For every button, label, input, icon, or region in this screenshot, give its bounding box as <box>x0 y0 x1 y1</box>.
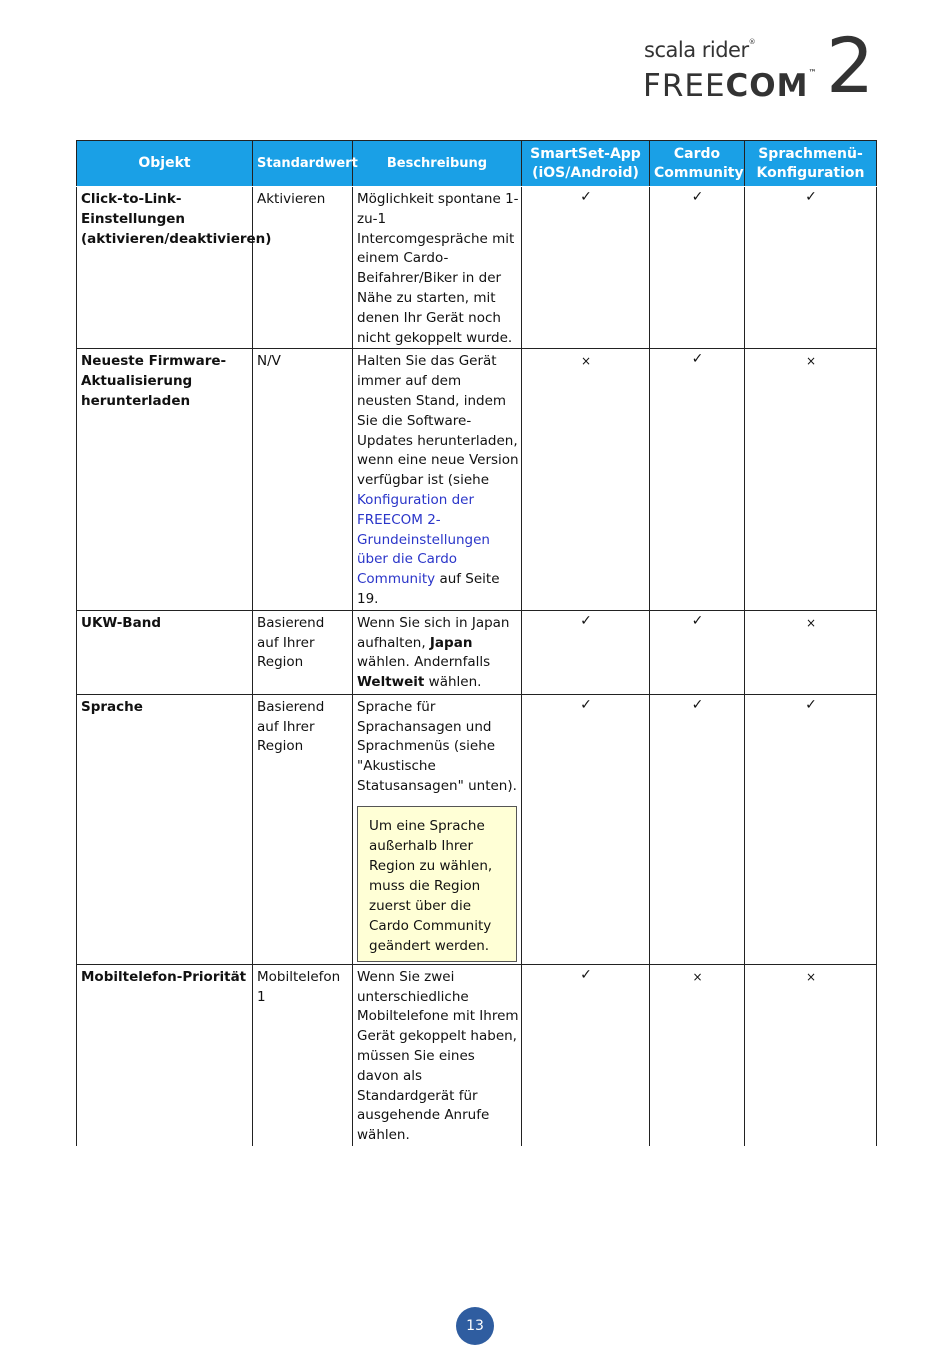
cell-voice-menu: ✓ <box>745 187 877 349</box>
cell-community: ✓ <box>650 349 745 610</box>
logo-brand: scala rider® <box>644 38 756 62</box>
cell-voice-menu: ✓ <box>745 694 877 964</box>
cell-community: ✓ <box>650 610 745 694</box>
cell-voice-menu: × <box>745 610 877 694</box>
table-row <box>77 610 877 694</box>
cell-description: Wenn Sie zwei unterschiedliche Mobiltelefone mit Ihrem Gerät gekoppelt haben, müssen Sie eines davon als Standardgerät für ausgehende Anrufe wählen. <box>353 964 522 1146</box>
cell-smartset: × <box>522 349 650 610</box>
table-row <box>77 349 877 610</box>
cell-smartset: ✓ <box>522 964 650 1146</box>
page-number-badge: 13 <box>456 1307 494 1345</box>
description-text: wählen. <box>428 674 482 691</box>
cell-community: ✓ <box>650 694 745 964</box>
cell-description: Möglichkeit spontane 1-zu-1 Intercomgespräche mit einem Cardo-Beifahrer/Biker in der Nähe zu starten, mit denen Ihr Gerät noch nicht gekoppelt wurde. <box>353 187 522 349</box>
cell-default: Mobiltelefon 1 <box>253 964 353 1146</box>
cell-community: × <box>650 964 745 1146</box>
brand-logo <box>640 21 880 110</box>
logo-product: FREECOM™ <box>643 68 818 104</box>
cell-default: N/V <box>253 349 353 610</box>
note-box: Um eine Sprache außerhalb Ihrer Region zu wählen, muss die Region zuerst über die Cardo Community geändert werden. <box>357 806 517 962</box>
cell-voice-menu: × <box>745 349 877 610</box>
cell-smartset: ✓ <box>522 610 650 694</box>
description-text: Sprache für Sprachansagen und Sprachmenüs (siehe "Akustische Statusansagen" unten). <box>357 698 517 794</box>
header-voice-menu: Sprachmenü-Konfiguration <box>745 141 877 187</box>
cell-object: Click-to-Link-Einstellungen (aktivieren/deaktivieren) <box>77 187 253 349</box>
description-text: Halten Sie das Gerät immer auf dem neusten Stand, indem Sie die Software-Updates herunterladen, wenn eine neue Version verfügbar ist (siehe <box>357 353 519 489</box>
header-object: Objekt <box>77 141 253 187</box>
description-text: Wenn Sie sich in Japan aufhalten, <box>357 614 510 651</box>
description-bold: Japan <box>429 634 473 651</box>
header-smartset: SmartSet-App (iOS/Android) <box>522 141 650 187</box>
cell-object: Sprache <box>77 694 253 964</box>
header-community: Cardo Community <box>650 141 745 187</box>
cell-description <box>353 349 522 610</box>
cell-voice-menu: × <box>745 964 877 1146</box>
table-row <box>77 694 877 964</box>
table-row <box>77 187 877 349</box>
cell-description <box>353 610 522 694</box>
settings-table <box>76 140 877 1146</box>
description-text: auf Seite 19. <box>357 571 500 607</box>
cell-community: ✓ <box>650 187 745 349</box>
header-default: Standardwert <box>253 141 353 187</box>
cell-default: Aktivieren <box>253 187 353 349</box>
cross-reference-link[interactable]: Konfiguration der FREECOM 2-Grundeinstellungen über die Cardo Community <box>357 491 490 588</box>
cell-object: Mobiltelefon-Priorität <box>77 964 253 1146</box>
cell-default: Basierend auf Ihrer Region <box>253 694 353 964</box>
cell-object: UKW-Band <box>77 610 253 694</box>
description-bold: Weltweit <box>357 674 425 691</box>
description-text: wählen. Andernfalls <box>357 654 491 671</box>
cell-default: Basierend auf Ihrer Region <box>253 610 353 694</box>
cell-object: Neueste Firmware-Aktualisierung herunterladen <box>77 349 253 610</box>
cell-smartset: ✓ <box>522 694 650 964</box>
header-description: Beschreibung <box>353 141 522 187</box>
table-header-row <box>77 141 877 187</box>
logo-model-number: 2 <box>826 21 875 110</box>
table-row <box>77 964 877 1146</box>
cell-description <box>353 694 522 964</box>
cell-smartset: ✓ <box>522 187 650 349</box>
